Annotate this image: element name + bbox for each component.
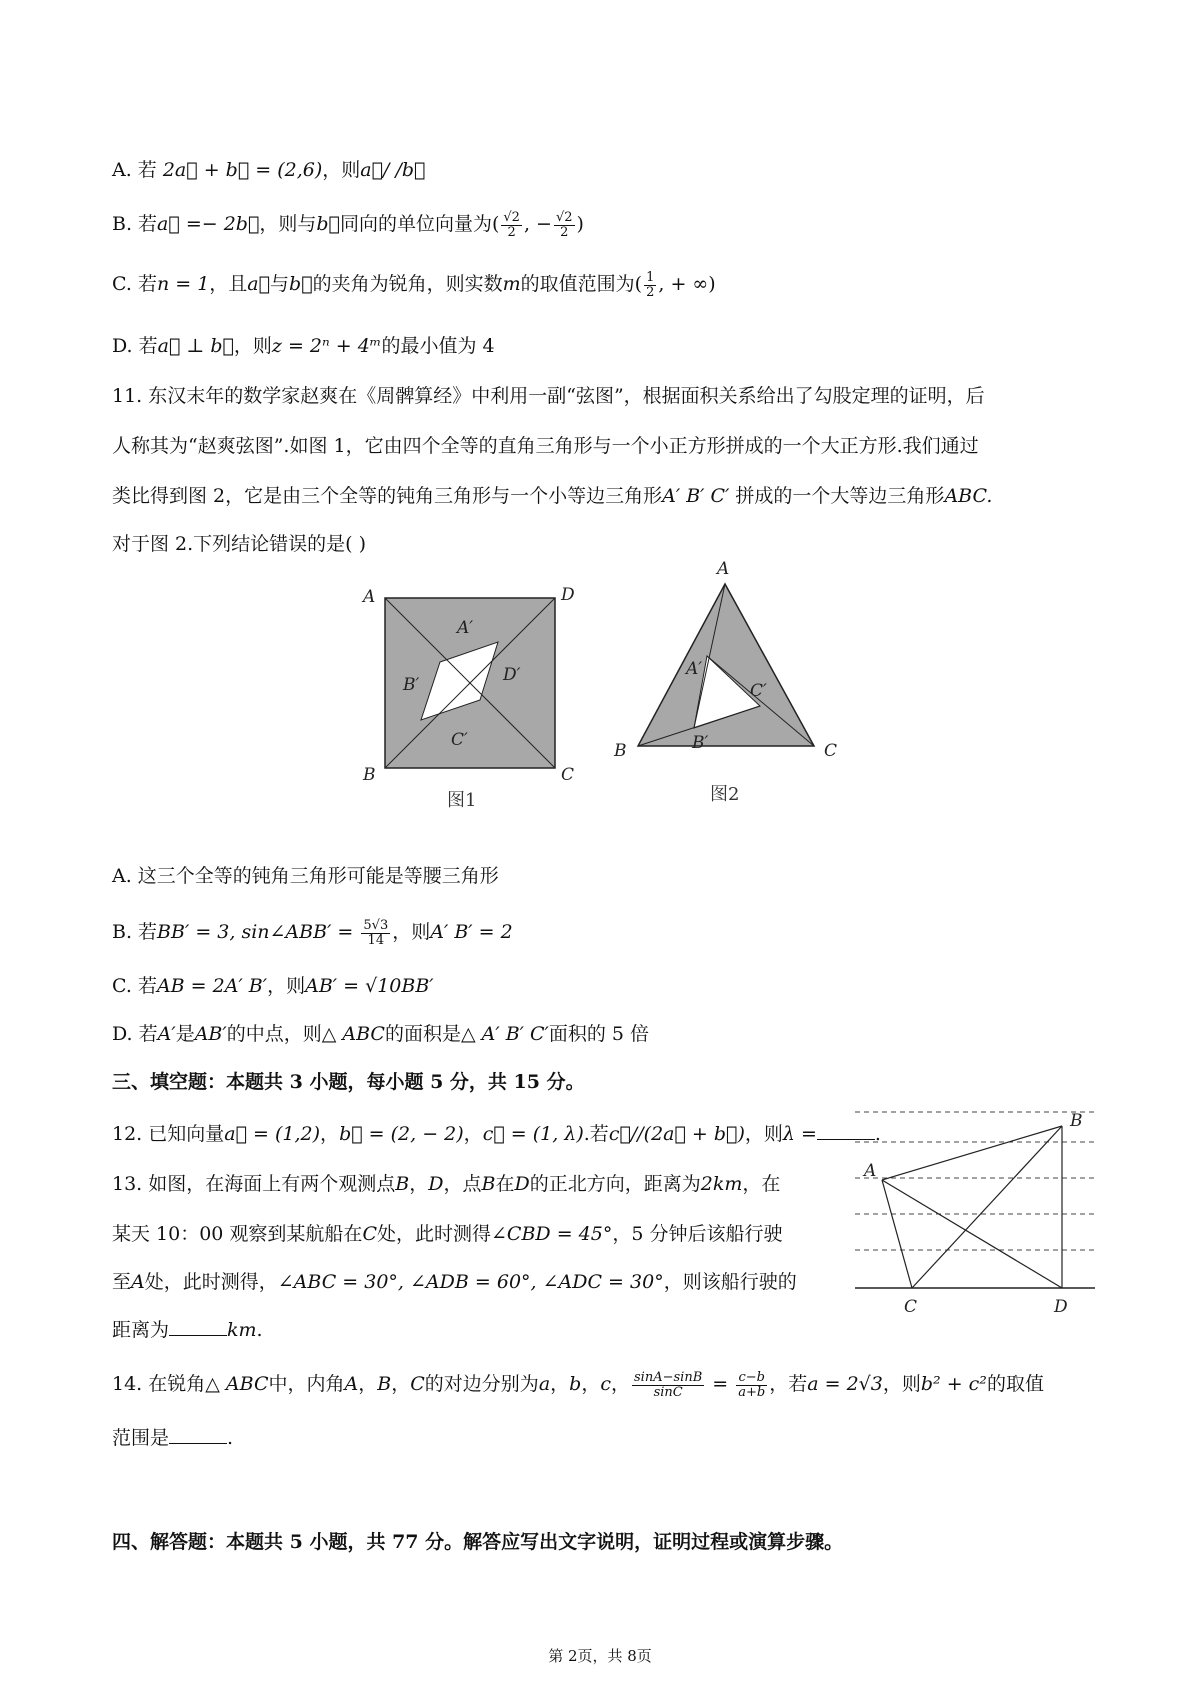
q11-stem-line3: 类比得到图 2，它是由三个全等的钝角三角形与一个小等边三角形A′ B′ C′ 拼成的一个大等边三角形ABC. (112, 485, 993, 507)
q14-line2: 范围是 . (112, 1427, 234, 1449)
label-b: B (614, 741, 627, 761)
label-c: C (561, 765, 575, 785)
label-c-prime: C′ (451, 730, 468, 750)
label-c: C (824, 741, 838, 761)
label-a: A (864, 1161, 877, 1181)
q11-option-d: D. 若A′是AB′的中点，则△ ABC的面积是△ A′ B′ C′面积的 5 倍 (112, 1023, 650, 1045)
label-b: B (1070, 1111, 1083, 1131)
q11-stem-line4: 对于图 2.下列结论错误的是( ) (112, 533, 367, 555)
figure-1-caption: 图1 (447, 790, 477, 810)
answer-blank (169, 1425, 227, 1444)
label-b-prime: B′ (692, 733, 709, 753)
label-c-prime: C′ (750, 681, 767, 701)
q10-option-a: A. 若 2a⃗ + b⃗ = (2,6)，则a⃗/ /b⃗ (112, 159, 426, 181)
section-4-heading: 四、解答题：本题共 5 小题，共 77 分。解答应写出文字说明，证明过程或演算步骤。 (112, 1531, 844, 1553)
label-a-prime: A′ (457, 618, 474, 638)
label-d: D (1054, 1297, 1068, 1317)
figure-2-caption: 图2 (710, 784, 740, 805)
q11-option-b: B. 若BB′ = 3, sin∠ABB′ = $\frac{5√3}{14}$ ，则A′ B′ = 2 (112, 917, 513, 948)
q10-option-b: B. 若a⃗ =− 2b⃗，则与b⃗同向的单位向量为( $\frac{√2}{2}$ , − $\frac{√2}{2}$ ) (112, 209, 584, 240)
q13-line1: 13. 如图，在海面上有两个观测点B，D，点B在D的正北方向，距离为2km，在 (112, 1173, 781, 1195)
q10-option-c: C. 若n = 1，且a⃗与b⃗的夹角为锐角，则实数m的取值范围为( $\frac{1}{2}$ , + ∞) (112, 269, 716, 300)
section-3-heading: 三、填空题：本题共 3 小题，每小题 5 分，共 15 分。 (112, 1071, 585, 1093)
q13-line2: 某天 10：00 观察到某航船在C处，此时测得∠CBD = 45°，5 分钟后该船行驶 (112, 1223, 783, 1245)
page-footer: 第 2页，共 8页 (548, 1647, 652, 1665)
q12: 12. 已知向量a⃗ = (1,2)，b⃗ = (2, − 2)，c⃗ = (1, λ).若c⃗//(2a⃗ + b⃗)，则λ = . (112, 1123, 881, 1145)
label-d-prime: D′ (503, 665, 521, 685)
fraction: $\frac{1}{2}$ (646, 269, 655, 300)
q11-stem-line2: 人称其为“赵爽弦图”.如图 1，它由四个全等的直角三角形与一个小正方形拼成的一个大正方形.我们通过 (112, 435, 979, 457)
fraction: $\frac{√2}{2}$ (503, 209, 520, 240)
label-c: C (904, 1297, 918, 1317)
label-a: A (717, 559, 730, 579)
q10-option-d: D. 若a⃗ ⊥ b⃗，则z = 2ⁿ + 4ᵐ的最小值为 4 (112, 335, 495, 357)
label-a-prime: A′ (686, 659, 703, 679)
answer-blank (169, 1317, 227, 1336)
q11-stem-line1: 11. 东汉末年的数学家赵爽在《周髀算经》中利用一副“弦图”，根据面积关系给出了勾股定理的证明，后 (112, 385, 985, 407)
label-b: B (363, 765, 376, 785)
q11-option-c: C. 若AB = 2A′ B′，则AB′ = √10BB′ (112, 975, 434, 997)
fraction: $\frac{\sin A-\sin B}{\sin C}$ (634, 1369, 703, 1400)
q13-line3: 至A处，此时测得，∠ABC = 30°, ∠ADB = 60°, ∠ADC = 30°，则该船行驶的 (112, 1271, 797, 1293)
q13-line4: 距离为 km. (112, 1319, 263, 1341)
q14-line1: 14. 在锐角△ ABC中，内角A，B，C的对边分别为a，b，c， $\frac{\sin A-\sin B}{\sin C}$ = $\frac{c-b}{a+b}$ ，若a = 2√3，则b² + c²的取值 (112, 1369, 1044, 1400)
figure-1 (355, 580, 585, 810)
label-d: D (561, 585, 575, 605)
fraction: $\frac{√2}{2}$ (555, 209, 573, 240)
figure-2 (600, 556, 850, 812)
fraction: $\frac{5√3}{14}$ (363, 917, 389, 948)
q11-option-a: A. 这三个全等的钝角三角形可能是等腰三角形 (112, 865, 499, 887)
figure-q13 (850, 1100, 1100, 1330)
label-a: A (363, 587, 376, 607)
label-b-prime: B′ (403, 675, 420, 695)
fraction: $\frac{c-b}{a+b}$ (738, 1369, 766, 1400)
